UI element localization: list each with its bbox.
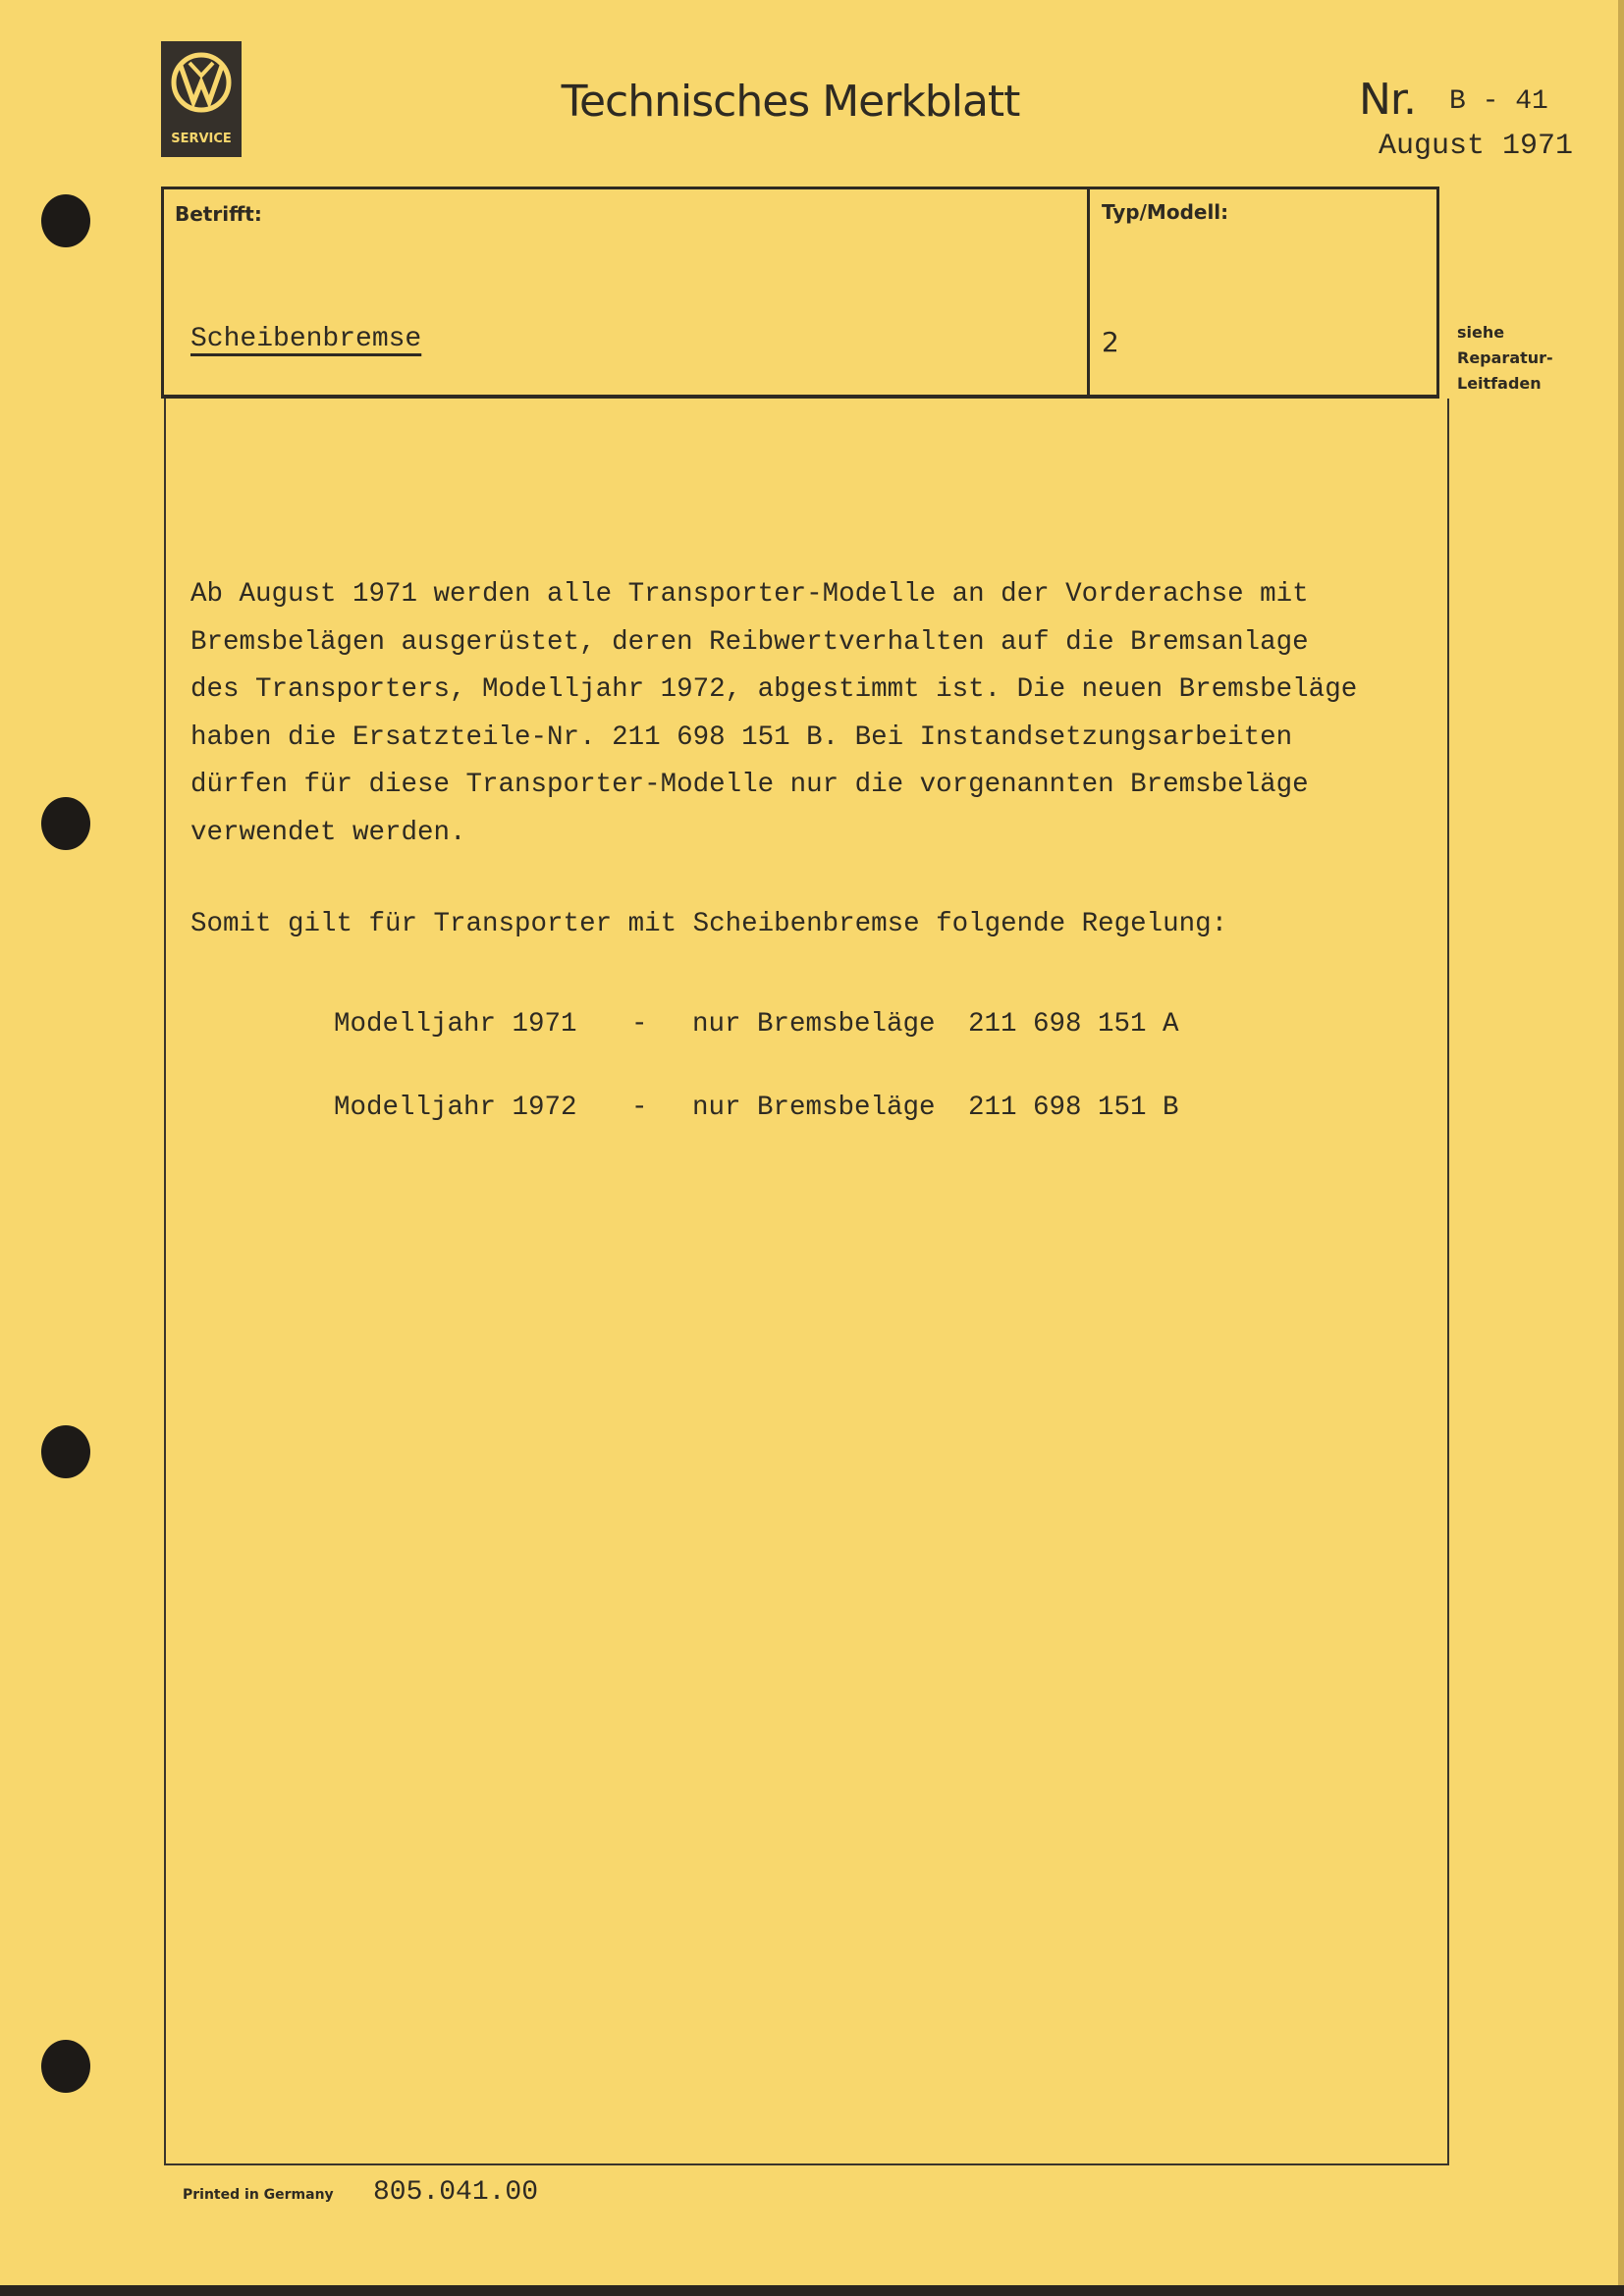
typ-value: 2 xyxy=(1102,326,1119,358)
punch-hole xyxy=(41,1425,90,1478)
logo-service-text: SERVICE xyxy=(171,132,232,146)
paragraph-line: verwendet werden. xyxy=(190,817,466,848)
punch-hole xyxy=(41,194,90,247)
punch-hole xyxy=(41,797,90,850)
box-divider xyxy=(1087,187,1090,399)
rule-dash: - xyxy=(631,1093,648,1123)
subject-value: Scheibenbremse xyxy=(190,324,422,354)
betrifft-label: Betrifft: xyxy=(175,202,262,226)
page-edge xyxy=(1618,0,1624,2296)
document-date: August 1971 xyxy=(1378,130,1573,163)
paragraph-line: Ab August 1971 werden alle Transporter-Modelle an der Vorderachse mit xyxy=(190,579,1309,610)
side-note-line: Leitfaden xyxy=(1457,374,1542,393)
subject-box xyxy=(161,187,1439,399)
page-title: Technisches Merkblatt xyxy=(561,77,1020,127)
document-number: B - 41 xyxy=(1449,86,1548,117)
rule-model-year: Modelljahr 1972 xyxy=(334,1093,577,1123)
paragraph-line: haben die Ersatzteile-Nr. 211 698 151 B. Bei Instandsetzungsarbeiten xyxy=(190,721,1293,753)
vw-emblem-icon xyxy=(161,41,242,130)
paragraph-line: dürfen für diese Transporter-Modelle nur die vorgenannten Bremsbeläge xyxy=(190,770,1309,801)
rule-label: nur Bremsbeläge xyxy=(692,1009,936,1040)
vw-service-logo xyxy=(161,41,242,157)
rule-label: nur Bremsbeläge xyxy=(692,1093,936,1123)
number-label: Nr. xyxy=(1359,75,1416,125)
page-edge xyxy=(0,2285,1624,2296)
side-note xyxy=(1457,320,1553,397)
typ-modell-label: Typ/Modell: xyxy=(1102,200,1229,224)
printed-in-germany: Printed in Germany xyxy=(183,2187,334,2203)
rule-intro: Somit gilt für Transporter mit Scheibenbremse folgende Regelung: xyxy=(190,909,1228,939)
paragraph-line: Bremsbelägen ausgerüstet, deren Reibwertverhalten auf die Bremsanlage xyxy=(190,626,1309,658)
punch-hole xyxy=(41,2040,90,2093)
paragraph-line: des Transporters, Modelljahr 1972, abgestimmt ist. Die neuen Bremsbeläge xyxy=(190,674,1358,706)
rule-model-year: Modelljahr 1971 xyxy=(334,1009,577,1040)
rule-part-number: 211 698 151 B xyxy=(968,1093,1179,1123)
rule-dash: - xyxy=(631,1009,648,1040)
side-note-line: siehe xyxy=(1457,323,1505,342)
side-note-line: Reparatur- xyxy=(1457,348,1553,367)
rule-part-number: 211 698 151 A xyxy=(968,1009,1179,1040)
form-number: 805.041.00 xyxy=(373,2177,539,2208)
body-paragraph xyxy=(190,571,1357,858)
